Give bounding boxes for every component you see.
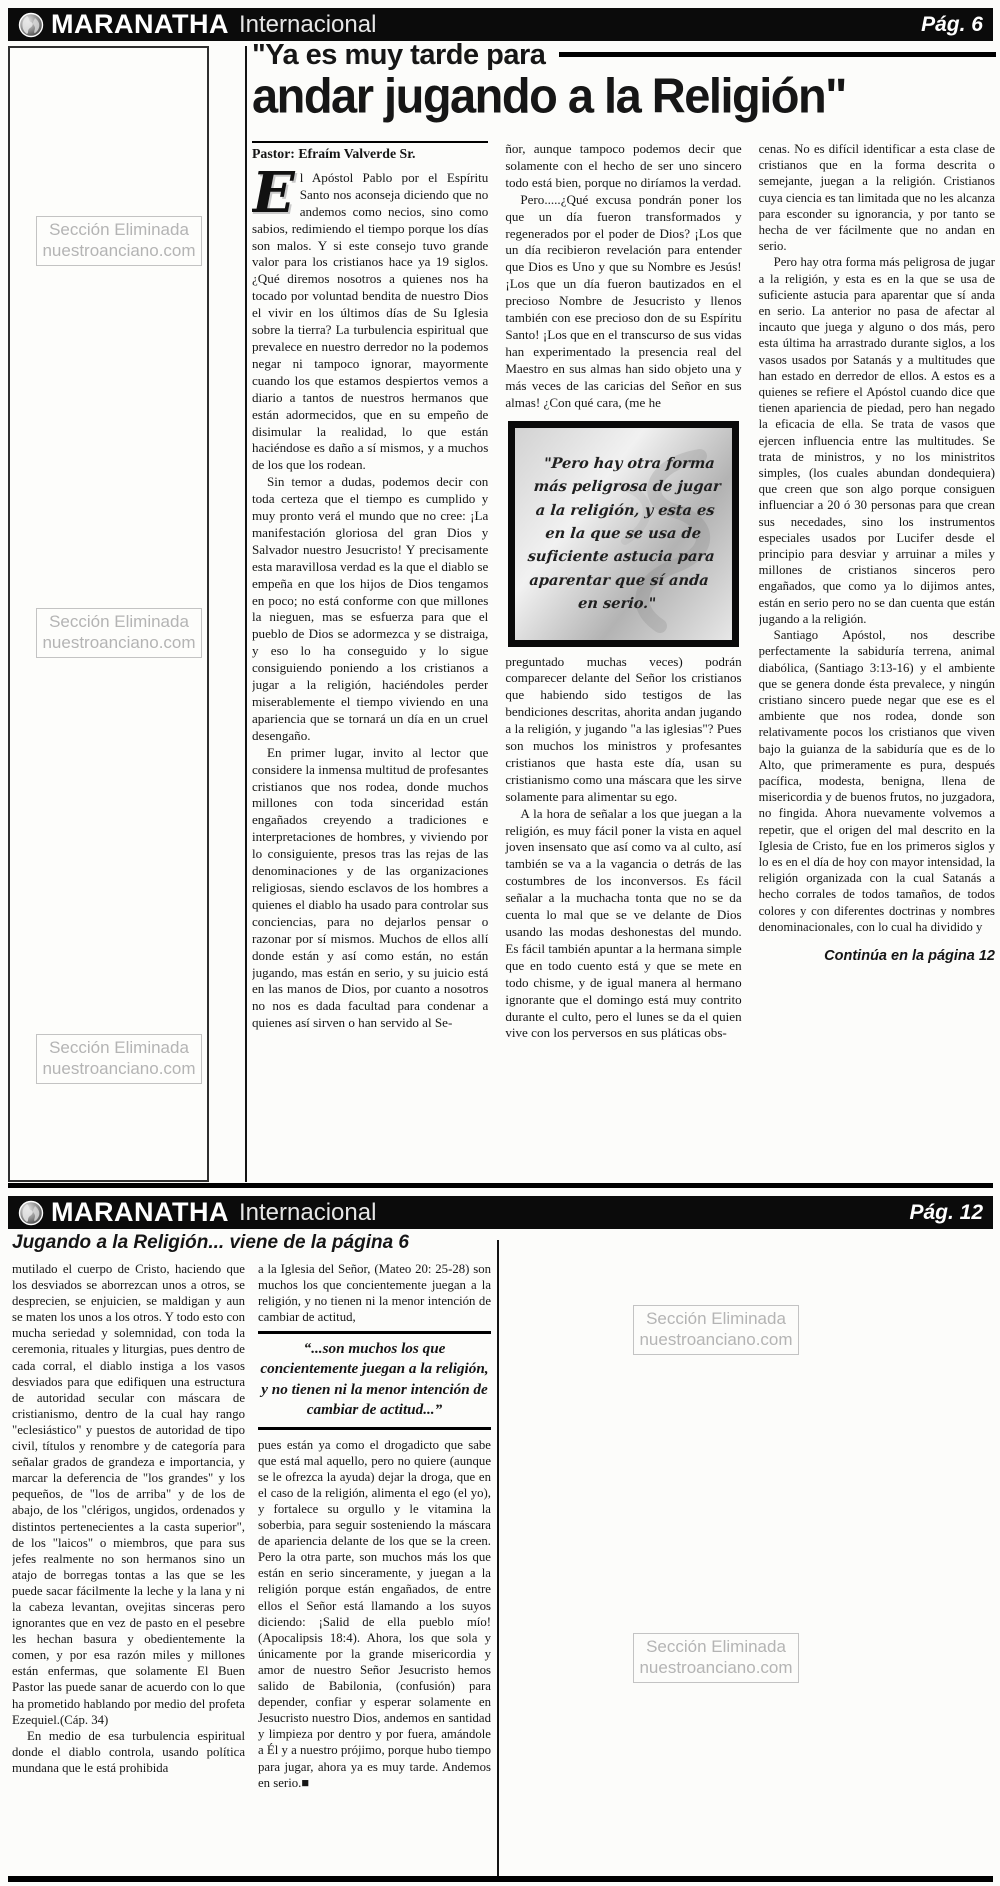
- page12-column-2: [258, 1261, 491, 1875]
- sidebar-frame: [8, 46, 209, 1182]
- removed-section-box: [36, 608, 202, 658]
- quote-image: [508, 421, 738, 647]
- continuation-notice: Continúa en la página 12: [824, 947, 995, 964]
- removed-section-site: nuestroanciano.com: [42, 240, 196, 260]
- page6-column-3: [759, 141, 995, 1181]
- article-headline: [252, 39, 996, 124]
- page-number-12: Pág. 12: [909, 1200, 983, 1224]
- page-number-6: Pág. 6: [921, 12, 983, 36]
- paragraph: Sin temor a dudas, podemos decir con toda certeza que el tiempo es cumplido y muy pronto verá el mundo que no cree: ¡La manifestación gloriosa del gran Dios y Salvador nuestro Jesucristo! Y precisamente esta maravillosa verdad es la que el diablo se empeña en que los hijos de Dios tengamos en poco; no está conforme con que millones la nieguen, mas se esfuerza para que el pueblo de Dios se adormezca y se distraiga, y eso lo ha conseguido y lo sigue consiguiendo poniendo a los cristianos a jugar a la religión, haciéndoles perder miserablemente el tiempo viviendo en una apariencia que se tornará un día en un cruel desengaño.: [252, 474, 489, 743]
- page12-columns: [12, 1261, 491, 1875]
- removed-section-box: [36, 216, 202, 266]
- page6-column-2: [505, 141, 741, 1181]
- masthead-page6: [8, 8, 993, 41]
- removed-section-label: Sección Eliminada: [49, 612, 189, 631]
- paragraph: a la Iglesia del Señor, (Mateo 20: 25-28) son muchos los que concientemente juegan a la religión, y no tienen ni la menor intención de cambiar de actitud,: [258, 1262, 491, 1325]
- page6-column-1: [252, 141, 488, 1181]
- removed-section-label: Sección Eliminada: [646, 1309, 786, 1328]
- globe-icon: [18, 12, 44, 38]
- removed-section-site: nuestroanciano.com: [42, 1058, 196, 1078]
- quote-image-text: "Pero hay otra forma más peligrosa de jugar a la religión, y esta es en la que se usa de suficiente astucia para aparentar que sí anda en serio.": [527, 454, 722, 612]
- paragraph: preguntado muchas veces) podrán comparecer delante del Señor los cristianos que habiendo sido testigos de las bendiciones descritas, ahorita andan jugando a la religión, y jugando "a las iglesias"? Pues son muchos los ministros y profesantes cristianos que hasta este día, usan su cristianismo como una máscara que les sirve solamente para alimentar su ego.: [505, 653, 742, 804]
- headline-line1: "Ya es muy tarde para: [252, 39, 546, 71]
- drop-cap: E: [252, 159, 295, 226]
- page12-column-1: [12, 1261, 245, 1875]
- paragraph: En primer lugar, invito al lector que considere la inmensa multitud de profesantes cristianos que nos rodea, donde muchos millones con toda sinceridad están engañados creyendo a tradiciones e interpretaciones de hombres, y viviendo por lo consiguiente, presos tras las rejas de las denominaciones y de las organizaciones religiosas, siendo esclavos de los hombres a quienes el diablo ha usado para controlar sus conciencias, para no dejarlos pensar o razonar por sí mismos. Muchos de ellos allí donde están y así como están, no están jugando, mas están en serio, y su juicio está en las manos de Dios, por cuanto a nosotros no nos es dada facultad para condenar a quienes así sirven o han servido al Se-: [252, 744, 489, 1031]
- paragraph: Santiago Apóstol, nos describe perfectamente la sabiduría terrena, animal diabólica, (Santiago 3:13-16) y el ambiente que se genera donde ésta prevalece, y ningún cristiano sincero puede negar que ese es el ambiente que nos rodea, donde son relativamente pocos los cristianos que viven bajo la guianza de la sabiduría que es de lo Alto, que primeramente es pura, después pacífica, modesta, benigna, llena de misericordia y de buenos frutos, no juzgadora, no fingida. Ahora nuevamente volvemos a repetir, que el origen del mal descrito en la Iglesia de Cristo, fue en los primeros siglos y lo es en el día de hoy con mayor intensidad, la religión organizada con la cual Satanás a hecho corrales de todos tamaños, de todos colores y con diferentes doctrinas y nombres denominacionales, con lo cual ha dividido y: [758, 628, 995, 934]
- removed-section-site: nuestroanciano.com: [42, 632, 196, 652]
- brand-name: MARANATHA: [51, 9, 229, 39]
- removed-section-box: [633, 1305, 799, 1355]
- removed-section-box: [633, 1633, 799, 1683]
- brand-suffix: Internacional: [238, 1198, 377, 1226]
- removed-section-site: nuestroanciano.com: [639, 1657, 793, 1677]
- removed-section-box: [36, 1034, 202, 1084]
- paragraph: ñor, aunque tampoco podemos decir que solamente con el hecho de ser uno sincero todo está bien, porque no diríamos la verdad.: [505, 141, 742, 190]
- paragraph: Pero.....¿Qué excusa pondrán poner los que un día fueron transformados y regenerados por el poder de Dios? ¡Los que un día recibieron revelación para entender que Dios es Uno y que su Nombre es Jesús! ¡Los que un día fueron bautizados en el precioso Nombre de Jesucristo y llenos también con ese precioso don de su Espíritu Santo! ¡Los que en el transcurso de sus vidas han experimentado la presencia real del Maestro en sus almas han sido objeto una y más veces de las caricias del Señor en sus almas! ¿Con qué cara, (me he: [505, 191, 742, 410]
- removed-section-label: Sección Eliminada: [646, 1637, 786, 1656]
- pull-quote: “...son muchos los que concientemente juegan a la religión, y no tienen ni la menor intención de cambiar de actitud...”: [258, 1331, 491, 1429]
- paragraph: pues están ya como el drogadicto que sabe que está mal aquello, pero no quiere (aunque se le ofrezca la ayuda) dejar la droga, que en el caso de la religión, alimenta el ego (el yo), y fortalece su orgullo y le vitamina la soberbia, para seguir sosteniendo la máscara de apariencia delante de los que se la creen. Pero la otra parte, son muchos más los que están en serio sinceramente, y juegan a la religión porque están engañados, de entre ellos el Señor está llamando a los suyos diciendo: ¡Salid de ella pueblo mío! (Apocalipsis 18:4). Ahora, los que sola y únicamente por la grande misericordia y amor de nuestro Señor Jesucristo hemos salido de Babilonia, (confusión) para depender, confiar y esperar solamente en Jesucristo nuestro Dios, andemos en santidad y limpieza por dentro y por fuera, amándole a Él y a nuestro prójimo, porque hubo tiempo para jugar, ahora ya es muy tarde. Andemos en serio.■: [258, 1437, 491, 1790]
- paragraph-text: l Apóstol Pablo por el Espíritu Santo nos aconseja diciendo que no andemos como necios, sino como sabios, redimiendo el tiempo porque los días son malos. Y si este consejo tuvo grande valor para los cristianos hace ya 19 siglos. ¿Qué diremos nosotros a quienes nos ha tocado por voluntad bendita de nuestro Dios el vivir en los últimos días de Su Iglesia sobre la tierra? La turbulencia espiritual que prevalece en nuestro derredor no la podemos negar ni tampoco ignorar, mayormente cuando los que estamos despiertos vemos a diario a tantos de nuestros hermanos que están adormecidos, que en su empeño de disimular la realidad, lo que están haciéndose es daño a sí mismos, y a muchos de los que los rodean.: [252, 169, 489, 473]
- brand-suffix: Internacional: [238, 10, 377, 38]
- headline-rule: [559, 52, 996, 57]
- bottom-bar: [8, 1876, 993, 1882]
- removed-section-site: nuestroanciano.com: [639, 1329, 793, 1349]
- column-rule-page6: [245, 46, 247, 1182]
- page-separator-bar: [8, 1183, 993, 1188]
- paragraph: cenas. No es difícil identificar a esta clase de cristianos que en la forma descrita o semejante, juegan a la religión. Cristianos cuya ciencia es tan limitada que no les alcanza para esconder su ignorancia, y por tanto se hecha de ver fácilmente que no andan en serio.: [758, 142, 995, 254]
- byline: Pastor: Efraím Valverde Sr.: [252, 141, 488, 170]
- paragraph: A la hora de señalar a los que juegan a la religión, es muy fácil poner la vista en aquel joven insensato que así como va al culto, así también se va a la vagancia o detrás de las costumbres de los inconversos. Es fácil señalar a la muchacha tonta que no se da cuenta lo mal que se ve delante de Dios usando las modas deshonestas del mundo. Es fácil también apuntar a la hermana simple que en todo cuento está y que se mete en todo chisme, y de igual manera al hermano ignorante que el domingo está muy contrito durante el culto, pero el lunes se da el quien vive con los perversos en sus pláticas obs-: [505, 805, 742, 1041]
- headline-line2: andar jugando a la Religión": [252, 68, 846, 124]
- removed-section-label: Sección Eliminada: [49, 220, 189, 239]
- paragraph: [252, 159, 489, 474]
- page6-columns: [252, 141, 995, 1181]
- brand-name: MARANATHA: [51, 1197, 229, 1227]
- continuation-heading: Jugando a la Religión... viene de la página 6: [12, 1232, 409, 1253]
- removed-section-label: Sección Eliminada: [49, 1038, 189, 1057]
- column-rule-page12: [497, 1240, 499, 1876]
- paragraph: mutilado el cuerpo de Cristo, haciendo que los desviados se aborrezcan unos a otros, se desprecien, se enjuicien, se maldigan y aun se maten los unos a los otros. Y todo esto con mucha seriedad y solemnidad, con toda la ceremonia, rituales y liturgias, pues dentro de cada corral, el diablo instiga a los vasos desviados para que edifiquen una estructura de autoridad secular con máscara de cristianismo, dentro de la cual hay rango "eclesiástico" y puestos de autoridad de tipo civil, títulos y renombre y de categoría para señalar grados de grandeza e importancia, y marcar la deferencia de "los grandes" y los pequeños, de "los de arriba" y de los de abajo, de los "clérigos, ungidos, ordenados y distintos pertenecientes a la casta superior", de los "laicos" o miembros, que para sus jefes realmente no son hermanos sino un atajo de borregas tontas a las que se les puede sacar fácilmente la leche y la lana y ni la cabeza levantan, ovejitas sinceras pero ignorantes que en vez de pasto en el pesebre les hechan basura y obedientemente la comen, y por esa razón miles y millones están enfermas, que solamente El Buen Pastor las puede sanar de acuerdo con lo que ha prometido hablando por medio del profeta Ezequiel.(Cáp. 34): [12, 1262, 245, 1727]
- globe-icon: [18, 1200, 44, 1226]
- masthead-page12: [8, 1196, 993, 1229]
- paragraph: Pero hay otra forma más peligrosa de jugar a la religión, y esta es en la que se usa de suficiente astucia para aparentar que sí anda en serio. La anterior no pasa de afectar al incauto que juega y alguno o dos más, pero esta última ha arrastrado durante siglos, a los vasos usados por Satanás y a multitudes que han estado en derredor de ellos. A estos es a quienes se refiere el Apóstol cuando dice que tienen apariencia de piedad, pero han negado la eficacia de ella. Se trata de vasos que ejercen influencia entre las multitudes. Se trata de ministros, y no los ministritos simples, (los cuales abundan dondequiera) que creen que son algo porque consiguen influenciar a 20 ó 30 personas para que crean sus necedades, sino los instrumentos especiales usados por Lucifer desde el principio para desviar y arruinar a miles y millones de cristianos sinceros pero engañados, que como ya lo dijimos antes, están en serio pero no se dan cuenta que están jugando a la religión.: [758, 255, 995, 626]
- paragraph: En medio de esa turbulencia espiritual donde el diablo controla, usando política mundana que le está prohibida: [12, 1728, 245, 1775]
